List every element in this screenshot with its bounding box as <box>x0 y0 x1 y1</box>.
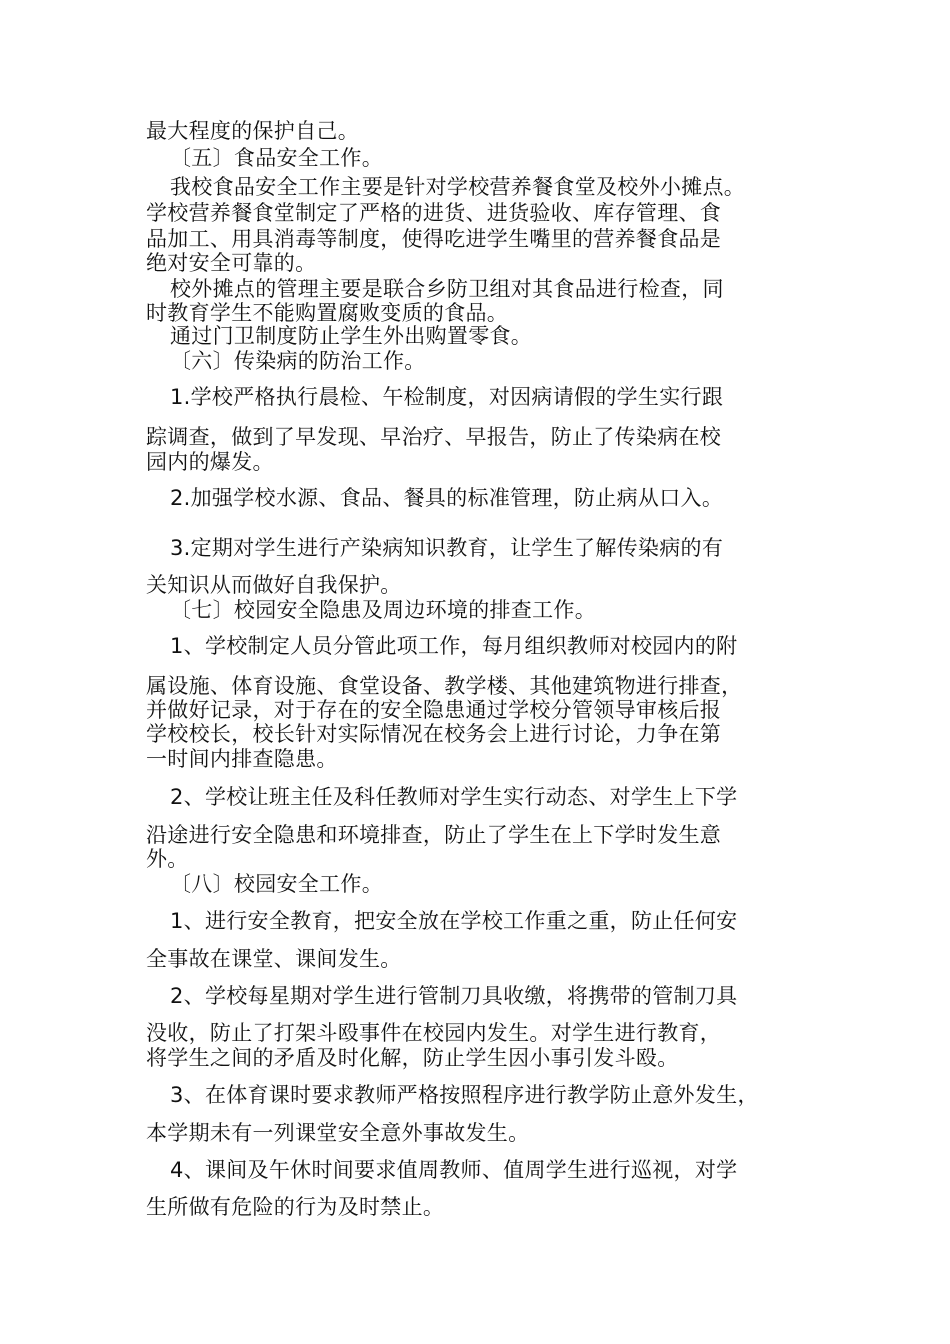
text-line: 校外摊点的管理主要是联合乡防卫组对其食品进行检查，同 <box>170 277 724 301</box>
text-line: 并做好记录，对于存在的安全隐患通过学校分管领导审核后报 <box>146 698 722 722</box>
text-line: 3.定期对学生进行产染病知识教育，让学生了解传染病的有 <box>170 536 724 560</box>
text-line: 沿途进行安全隐患和环境排查，防止了学生在上下学时发生意 <box>146 823 722 847</box>
text-line: 一时间内排查隐患。 <box>146 747 338 771</box>
section-heading-8: 〔八〕校园安全工作。 <box>170 872 383 896</box>
text-line: 我校食品安全工作主要是针对学校营养餐食堂及校外小摊点。 <box>170 175 746 199</box>
text-line: 最大程度的保护自己。 <box>146 119 359 143</box>
text-line: 3、在体育课时要求教师严格按照程序进行教学防止意外发生， <box>170 1083 759 1107</box>
text-line: 2、学校让班主任及科任教师对学生实行动态、对学生上下学 <box>170 785 738 809</box>
text-line: 1、学校制定人员分管此项工作，每月组织教师对校园内的附 <box>170 634 738 658</box>
text-line: 品加工、用具消毒等制度，使得吃进学生嘴里的营养餐食品是 <box>146 227 722 251</box>
text-line: 踪调查，做到了早发现、早治疗、早报告，防止了传染病在校 <box>146 425 722 449</box>
text-line: 通过门卫制度防止学生外出购置零食。 <box>170 324 533 348</box>
text-line: 时教育学生不能购置腐败变质的食品。 <box>146 301 509 325</box>
text-line: 2.加强学校水源、食品、餐具的标准管理，防止病从口入。 <box>170 486 724 510</box>
text-line: 学校营养餐食堂制定了严格的进货、进货验收、库存管理、食 <box>146 201 722 225</box>
text-line: 1、进行安全教育，把安全放在学校工作重之重，防止任何安 <box>170 909 738 933</box>
text-line: 生所做有危险的行为及时禁止。 <box>146 1195 445 1219</box>
section-heading-7: 〔七〕校园安全隐患及周边环境的排查工作。 <box>170 598 596 622</box>
text-line: 本学期未有一列课堂安全意外事故发生。 <box>146 1121 530 1145</box>
text-line: 学校校长，校长针对实际情况在校务会上进行讨论，力争在第 <box>146 722 722 746</box>
text-line: 全事故在课堂、课间发生。 <box>146 947 402 971</box>
text-line: 将学生之间的矛盾及时化解，防止学生因小事引发斗殴。 <box>146 1046 679 1070</box>
text-line: 外。 <box>146 847 189 871</box>
text-line: 关知识从而做好自我保护。 <box>146 573 402 597</box>
section-heading-6: 〔六〕传染病的防治工作。 <box>170 349 426 373</box>
text-line: 绝对安全可靠的。 <box>146 251 317 275</box>
section-heading-5: 〔五〕食品安全工作。 <box>170 146 383 170</box>
text-line: 1.学校严格执行晨检、午检制度，对因病请假的学生实行跟 <box>170 385 724 409</box>
text-line: 没收，防止了打架斗殴事件在校园内发生。对学生进行教育， <box>146 1021 722 1045</box>
text-line: 4、课间及午休时间要求值周教师、值周学生进行巡视，对学 <box>170 1158 738 1182</box>
text-line: 属设施、体育设施、食堂设备、教学楼、其他建筑物进行排查， <box>146 674 743 698</box>
text-line: 园内的爆发。 <box>146 450 274 474</box>
text-line: 2、学校每星期对学生进行管制刀具收缴，将携带的管制刀具 <box>170 984 738 1008</box>
